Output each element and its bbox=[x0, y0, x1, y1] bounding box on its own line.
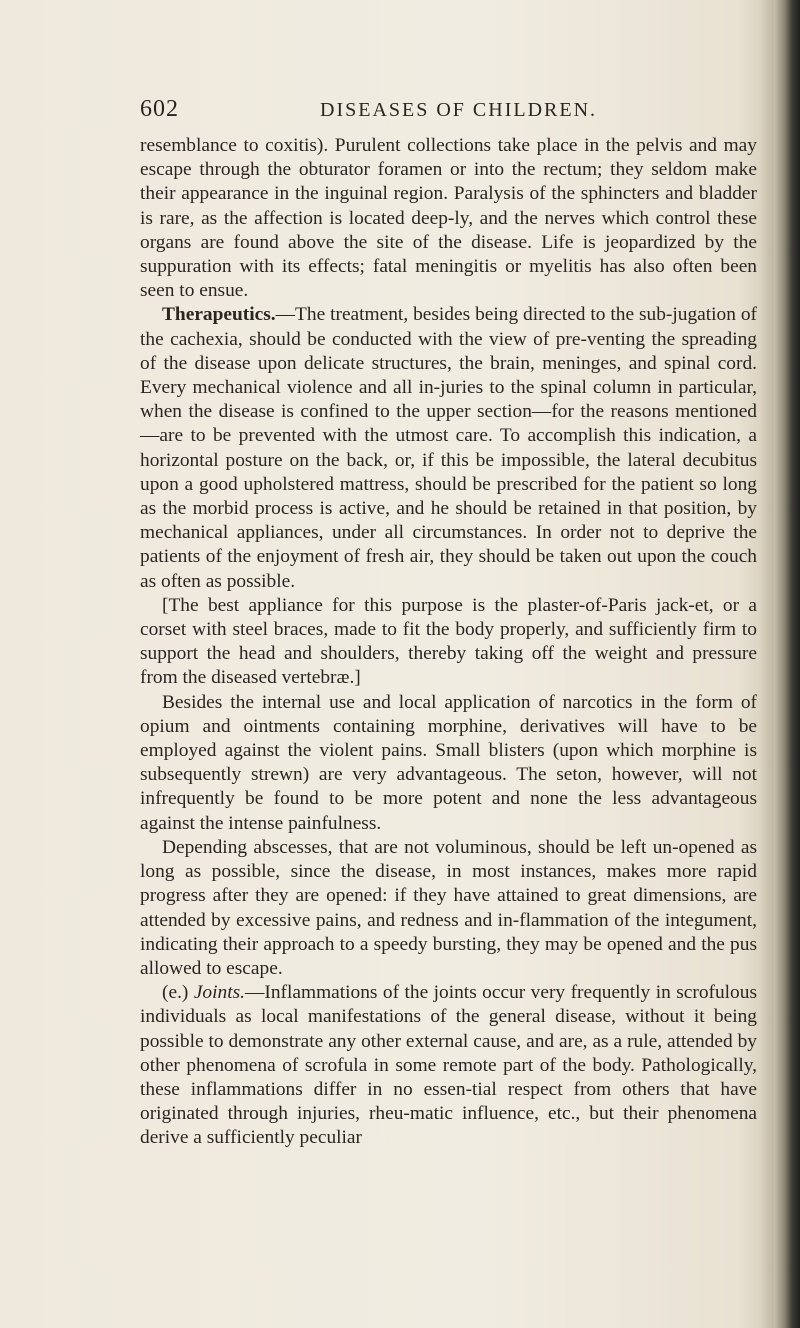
paragraph-therapeutics bbox=[140, 303, 757, 593]
paragraph-joints bbox=[140, 981, 757, 1150]
paragraph-appliance-note: [The best appliance for this purpose is the plaster-of-Paris jack-et, or a corset with steel braces, made to fit the body properly, and sufficiently firm to support the head and shoulders, thereby taking off the weight and pressure from the diseased vertebræ.] bbox=[140, 594, 757, 689]
book-edge bbox=[774, 0, 800, 1328]
joints-heading: Joints. bbox=[193, 982, 245, 1004]
page-header bbox=[140, 96, 760, 136]
page-number: 602 bbox=[140, 96, 179, 122]
paragraph-abscesses: Depending abscesses, that are not voluminous, should be left un-opened as long as possible, since the disease, in most instances, makes more rapid progress after they are opened: if they have attained to great dimensions, are attended by excessive pains, and redness and in-flammation of the integument, indicating their approach to a speedy bursting, they may be opened and the pus allowed to escape. bbox=[140, 836, 757, 979]
joints-text: —Inflammations of the joints occur very frequently in scrofulous individuals as local manifestations of the general disease, without it being possible to demonstrate any other external cause, and are, as a rule, attended by other phenomena of scrofula in some remote part of the body. Pathologically, these inflammations differ in no essen-tial respect from others that have originated through injuries, rheu-matic influence, etc., but their phenomena derive a sufficiently peculiar bbox=[140, 982, 757, 1149]
body-text bbox=[140, 134, 757, 1151]
therapeutics-heading: Therapeutics. bbox=[162, 304, 276, 326]
paragraph-narcotics: Besides the internal use and local application of narcotics in the form of opium and ointments containing morphine, derivatives will have to be employed against the violent pains. Small blisters (upon which morphine is subsequently strewn) are very advantageous. The seton, however, will not infrequently be found to be more potent and none the less advantageous against the intense painfulness. bbox=[140, 691, 757, 834]
paragraph-1: resemblance to coxitis). Purulent collections take place in the pelvis and may escape through the obturator foramen or into the rectum; they seldom make their appearance in the inguinal region. Paralysis of the sphincters and bladder is rare, as the affection is located deep-ly, and the nerves which control these organs are found above the site of the disease. Life is jeopardized by the suppuration with its effects; fatal meningitis or myelitis has also often been seen to ensue. bbox=[140, 135, 757, 302]
joints-label: (e.) bbox=[162, 982, 189, 1004]
page-gutter-shadow bbox=[760, 0, 774, 1328]
running-head: DISEASES OF CHILDREN. bbox=[320, 99, 598, 121]
therapeutics-text: —The treatment, besides being directed to the sub-jugation of the cachexia, should be conducted with the view of pre-venting the spreading of the disease upon delicate structures, the brain, meninges, and spinal cord. Every mechanical violence and all in-juries to the spinal column in particular, when the disease is confined to the upper section—for the reasons mentioned—are to be prevented with the utmost care. To accomplish this indication, a horizontal posture on the back, or, if this be impossible, the lateral decubitus upon a good upholstered mattress, should be prescribed for the patient so long as the morbid process is active, and he should be retained in that position, by mechanical appliances, under all circumstances. In order not to deprive the patients of the enjoyment of fresh air, they should be taken out upon the couch as often as possible. bbox=[140, 304, 757, 592]
